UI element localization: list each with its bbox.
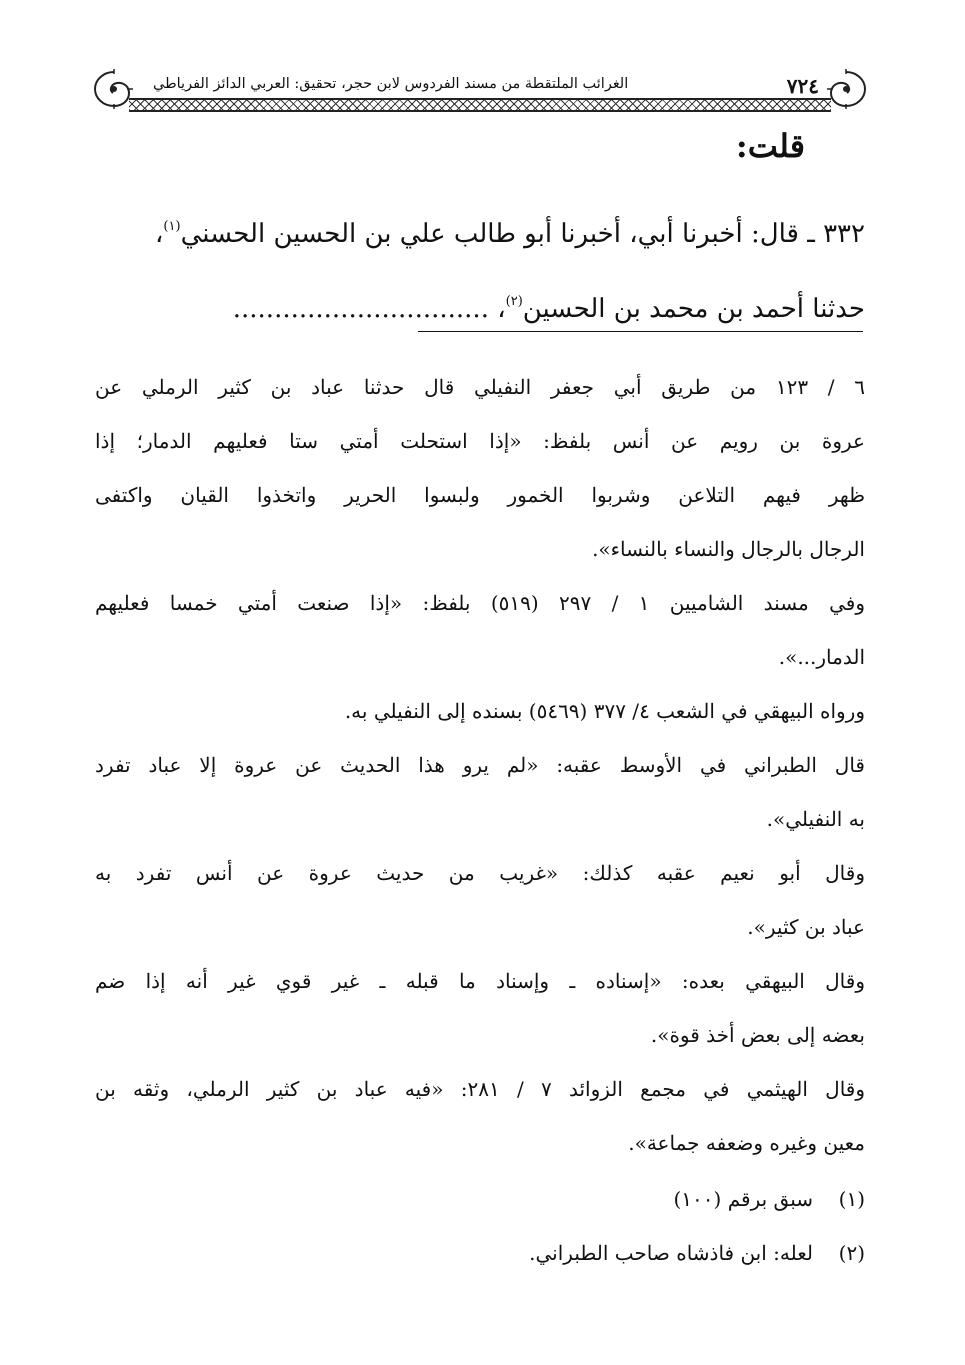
hadith-line-text: ٣٣٢ ـ قال: أخبرنا أبي، أخبرنا أبو طالب علي بن الحسين الحسني bbox=[180, 219, 865, 249]
takhrij-notes bbox=[95, 360, 865, 1170]
footnote-ref[interactable]: (٢) bbox=[505, 294, 523, 309]
running-title: الغرائب الملتقطة من مسند الفردوس لابن حجر، تحقيق: العربي الدائز الفرياطي bbox=[153, 76, 629, 92]
footnote-separator bbox=[418, 331, 863, 332]
page-header bbox=[95, 68, 865, 112]
note-line: ٦ / ١٢٣ من طريق أبي جعفر النفيلي قال حدثنا عباد بن كثير الرملي عن bbox=[95, 375, 865, 399]
header-ornament-band bbox=[129, 98, 831, 112]
hadith-line-text: حدثنا أحمد بن محمد بن الحسين bbox=[522, 294, 865, 324]
note-line: معين وغيره وضعفه جماعة». bbox=[628, 1131, 865, 1155]
ellipsis-fill: ، ............................... bbox=[232, 294, 506, 324]
note-line: وفي مسند الشاميين ١ / ٢٩٧ (٥١٩) بلفظ: «إذا صنعت أمتي خمسا فعليهم bbox=[95, 591, 865, 615]
footnotes bbox=[95, 1172, 865, 1280]
footnote-text: سبق برقم (١٠٠) bbox=[673, 1187, 813, 1211]
hadith-text bbox=[95, 193, 865, 343]
note-line: قال الطبراني في الأوسط عقبه: «لم يرو هذا الحديث عن عروة إلا عباد تفرد bbox=[95, 753, 865, 777]
note-line: الدمار...». bbox=[778, 645, 865, 669]
note-line: الرجال بالرجال والنساء بالنساء». bbox=[592, 537, 865, 561]
section-heading: قلت: bbox=[735, 127, 805, 165]
footnote-mark: (٢) bbox=[838, 1241, 865, 1265]
footnote-ref[interactable]: (١) bbox=[163, 219, 181, 234]
note-line: عروة بن رويم عن أنس بلفظ: «إذا استحلت أمتي ستا فعليهم الدمار؛ إذا bbox=[95, 429, 865, 453]
note-line: وقال الهيثمي في مجمع الزوائد ٧ / ٢٨١: «فيه عباد بن كثير الرملي، وثقه بن bbox=[95, 1077, 865, 1101]
page-number: ٧٢٤ bbox=[786, 74, 819, 98]
note-line: ورواه البيهقي في الشعب ٤/ ٣٧٧ (٥٤٦٩) بسنده إلى النفيلي به. bbox=[344, 699, 865, 723]
note-line: ظهر فيهم التلاعن وشربوا الخمور ولبسوا الحرير واتخذوا القيان واكتفى bbox=[95, 483, 865, 507]
hadith-line bbox=[95, 193, 865, 268]
note-line: بعضه إلى بعض أخذ قوة». bbox=[650, 1023, 865, 1047]
footnote-item bbox=[95, 1226, 865, 1280]
note-line: به النفيلي». bbox=[766, 807, 865, 831]
footnote-text: لعله: ابن فاذشاه صاحب الطبراني. bbox=[529, 1241, 813, 1265]
note-line: عباد بن كثير». bbox=[747, 915, 865, 939]
note-line: وقال البيهقي بعده: «إسناده ـ وإسناد ما قبله ـ غير قوي غير أنه إذا ضم bbox=[95, 969, 865, 993]
footnote-item bbox=[95, 1172, 865, 1226]
punctuation: ، bbox=[155, 219, 164, 249]
ornament-icon bbox=[91, 68, 137, 110]
footnote-mark: (١) bbox=[838, 1187, 865, 1211]
note-line: وقال أبو نعيم عقبه كذلك: «غريب من حديث عروة عن أنس تفرد به bbox=[95, 861, 865, 885]
